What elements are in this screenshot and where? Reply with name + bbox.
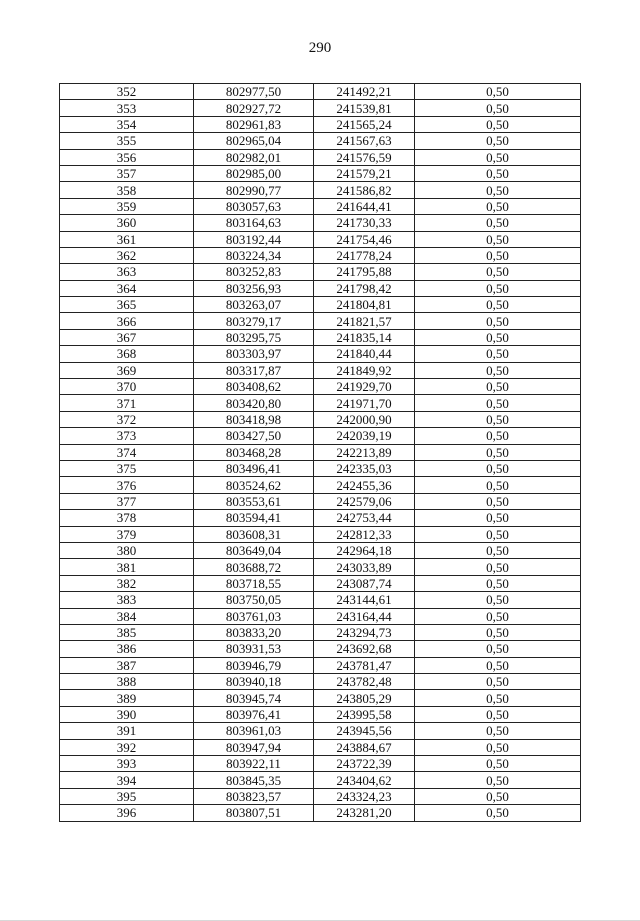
x-coordinate-cell: 803468,28	[194, 444, 314, 460]
x-coordinate-cell: 802927,72	[194, 100, 314, 116]
table-row	[60, 280, 581, 296]
table-row	[60, 493, 581, 509]
point-number-cell: 365	[60, 297, 194, 313]
y-coordinate-cell: 242455,36	[314, 477, 415, 493]
point-number-cell: 364	[60, 280, 194, 296]
x-coordinate-cell: 803295,75	[194, 329, 314, 345]
accuracy-cell: 0,50	[415, 100, 581, 116]
x-coordinate-cell: 803303,97	[194, 346, 314, 362]
y-coordinate-cell: 242753,44	[314, 510, 415, 526]
point-number-cell: 373	[60, 428, 194, 444]
table-row	[60, 182, 581, 198]
x-coordinate-cell: 802961,83	[194, 116, 314, 132]
point-number-cell: 379	[60, 526, 194, 542]
x-coordinate-cell: 802982,01	[194, 149, 314, 165]
point-number-cell: 395	[60, 788, 194, 804]
table-row	[60, 608, 581, 624]
point-number-cell: 361	[60, 231, 194, 247]
accuracy-cell: 0,50	[415, 297, 581, 313]
table-row	[60, 411, 581, 427]
table-row	[60, 379, 581, 395]
table-row	[60, 116, 581, 132]
point-number-cell: 357	[60, 165, 194, 181]
point-number-cell: 382	[60, 575, 194, 591]
y-coordinate-cell: 241539,81	[314, 100, 415, 116]
accuracy-cell: 0,50	[415, 723, 581, 739]
table-row	[60, 297, 581, 313]
table-row	[60, 756, 581, 772]
point-number-cell: 385	[60, 624, 194, 640]
accuracy-cell: 0,50	[415, 542, 581, 558]
y-coordinate-cell: 243033,89	[314, 559, 415, 575]
x-coordinate-cell: 803649,04	[194, 542, 314, 558]
accuracy-cell: 0,50	[415, 788, 581, 804]
accuracy-cell: 0,50	[415, 592, 581, 608]
x-coordinate-cell: 803408,62	[194, 379, 314, 395]
y-coordinate-cell: 241929,70	[314, 379, 415, 395]
x-coordinate-cell: 802965,04	[194, 133, 314, 149]
point-number-cell: 390	[60, 706, 194, 722]
accuracy-cell: 0,50	[415, 264, 581, 280]
point-number-cell: 362	[60, 247, 194, 263]
y-coordinate-cell: 243805,29	[314, 690, 415, 706]
x-coordinate-cell: 803922,11	[194, 756, 314, 772]
accuracy-cell: 0,50	[415, 215, 581, 231]
x-coordinate-cell: 803718,55	[194, 575, 314, 591]
table-row	[60, 723, 581, 739]
accuracy-cell: 0,50	[415, 362, 581, 378]
y-coordinate-cell: 242579,06	[314, 493, 415, 509]
accuracy-cell: 0,50	[415, 116, 581, 132]
y-coordinate-cell: 243781,47	[314, 657, 415, 673]
point-number-cell: 367	[60, 329, 194, 345]
accuracy-cell: 0,50	[415, 477, 581, 493]
accuracy-cell: 0,50	[415, 411, 581, 427]
table-row	[60, 215, 581, 231]
table-row	[60, 674, 581, 690]
x-coordinate-cell: 803252,83	[194, 264, 314, 280]
x-coordinate-cell: 803553,61	[194, 493, 314, 509]
x-coordinate-cell: 803427,50	[194, 428, 314, 444]
y-coordinate-cell: 243692,68	[314, 641, 415, 657]
y-coordinate-cell: 241804,81	[314, 297, 415, 313]
coordinates-table	[59, 83, 581, 822]
table-row	[60, 198, 581, 214]
point-number-cell: 396	[60, 805, 194, 821]
table-row	[60, 739, 581, 755]
page-number: 290	[308, 40, 332, 56]
table-row	[60, 624, 581, 640]
table-row	[60, 165, 581, 181]
accuracy-cell: 0,50	[415, 379, 581, 395]
x-coordinate-cell: 803192,44	[194, 231, 314, 247]
x-coordinate-cell: 803496,41	[194, 460, 314, 476]
table-row	[60, 264, 581, 280]
point-number-cell: 359	[60, 198, 194, 214]
y-coordinate-cell: 241567,63	[314, 133, 415, 149]
table-row	[60, 444, 581, 460]
table-row	[60, 149, 581, 165]
point-number-cell: 369	[60, 362, 194, 378]
y-coordinate-cell: 241586,82	[314, 182, 415, 198]
point-number-cell: 374	[60, 444, 194, 460]
y-coordinate-cell: 241798,42	[314, 280, 415, 296]
point-number-cell: 388	[60, 674, 194, 690]
x-coordinate-cell: 802977,50	[194, 84, 314, 100]
table-row	[60, 84, 581, 100]
accuracy-cell: 0,50	[415, 756, 581, 772]
point-number-cell: 356	[60, 149, 194, 165]
x-coordinate-cell: 803961,03	[194, 723, 314, 739]
point-number-cell: 377	[60, 493, 194, 509]
accuracy-cell: 0,50	[415, 165, 581, 181]
table-row	[60, 542, 581, 558]
y-coordinate-cell: 243087,74	[314, 575, 415, 591]
y-coordinate-cell: 241835,14	[314, 329, 415, 345]
x-coordinate-cell: 803947,94	[194, 739, 314, 755]
table-row	[60, 641, 581, 657]
x-coordinate-cell: 803263,07	[194, 297, 314, 313]
point-number-cell: 392	[60, 739, 194, 755]
x-coordinate-cell: 803807,51	[194, 805, 314, 821]
accuracy-cell: 0,50	[415, 460, 581, 476]
table-row	[60, 395, 581, 411]
x-coordinate-cell: 803845,35	[194, 772, 314, 788]
accuracy-cell: 0,50	[415, 690, 581, 706]
table-row	[60, 428, 581, 444]
point-number-cell: 386	[60, 641, 194, 657]
point-number-cell: 360	[60, 215, 194, 231]
accuracy-cell: 0,50	[415, 575, 581, 591]
y-coordinate-cell: 243294,73	[314, 624, 415, 640]
y-coordinate-cell: 241730,33	[314, 215, 415, 231]
accuracy-cell: 0,50	[415, 510, 581, 526]
table-row	[60, 805, 581, 821]
x-coordinate-cell: 803940,18	[194, 674, 314, 690]
accuracy-cell: 0,50	[415, 428, 581, 444]
point-number-cell: 371	[60, 395, 194, 411]
accuracy-cell: 0,50	[415, 247, 581, 263]
accuracy-cell: 0,50	[415, 608, 581, 624]
table-row	[60, 592, 581, 608]
table-row	[60, 247, 581, 263]
table-row	[60, 657, 581, 673]
y-coordinate-cell: 241565,24	[314, 116, 415, 132]
y-coordinate-cell: 242812,33	[314, 526, 415, 542]
point-number-cell: 353	[60, 100, 194, 116]
y-coordinate-cell: 243995,58	[314, 706, 415, 722]
x-coordinate-cell: 803057,63	[194, 198, 314, 214]
x-coordinate-cell: 803761,03	[194, 608, 314, 624]
y-coordinate-cell: 243404,62	[314, 772, 415, 788]
table-row	[60, 231, 581, 247]
point-number-cell: 372	[60, 411, 194, 427]
y-coordinate-cell: 241795,88	[314, 264, 415, 280]
accuracy-cell: 0,50	[415, 346, 581, 362]
point-number-cell: 380	[60, 542, 194, 558]
x-coordinate-cell: 803931,53	[194, 641, 314, 657]
y-coordinate-cell: 243324,23	[314, 788, 415, 804]
table-row	[60, 460, 581, 476]
y-coordinate-cell: 243884,67	[314, 739, 415, 755]
y-coordinate-cell: 241576,59	[314, 149, 415, 165]
point-number-cell: 383	[60, 592, 194, 608]
point-number-cell: 381	[60, 559, 194, 575]
x-coordinate-cell: 803688,72	[194, 559, 314, 575]
y-coordinate-cell: 242335,03	[314, 460, 415, 476]
accuracy-cell: 0,50	[415, 772, 581, 788]
table-row	[60, 575, 581, 591]
table-row	[60, 477, 581, 493]
accuracy-cell: 0,50	[415, 231, 581, 247]
table-row	[60, 313, 581, 329]
accuracy-cell: 0,50	[415, 706, 581, 722]
x-coordinate-cell: 803946,79	[194, 657, 314, 673]
table-row	[60, 329, 581, 345]
y-coordinate-cell: 243722,39	[314, 756, 415, 772]
coordinates-table-body	[60, 84, 581, 822]
y-coordinate-cell: 243281,20	[314, 805, 415, 821]
y-coordinate-cell: 241821,57	[314, 313, 415, 329]
table-row	[60, 526, 581, 542]
x-coordinate-cell: 803833,20	[194, 624, 314, 640]
y-coordinate-cell: 242000,90	[314, 411, 415, 427]
point-number-cell: 391	[60, 723, 194, 739]
point-number-cell: 358	[60, 182, 194, 198]
y-coordinate-cell: 242039,19	[314, 428, 415, 444]
x-coordinate-cell: 803976,41	[194, 706, 314, 722]
point-number-cell: 366	[60, 313, 194, 329]
x-coordinate-cell: 803317,87	[194, 362, 314, 378]
table-row	[60, 346, 581, 362]
accuracy-cell: 0,50	[415, 395, 581, 411]
point-number-cell: 352	[60, 84, 194, 100]
point-number-cell: 363	[60, 264, 194, 280]
x-coordinate-cell: 803524,62	[194, 477, 314, 493]
table-row	[60, 362, 581, 378]
accuracy-cell: 0,50	[415, 84, 581, 100]
x-coordinate-cell: 803224,34	[194, 247, 314, 263]
table-row	[60, 772, 581, 788]
x-coordinate-cell: 803420,80	[194, 395, 314, 411]
accuracy-cell: 0,50	[415, 526, 581, 542]
accuracy-cell: 0,50	[415, 182, 581, 198]
y-coordinate-cell: 242213,89	[314, 444, 415, 460]
accuracy-cell: 0,50	[415, 329, 581, 345]
y-coordinate-cell: 241849,92	[314, 362, 415, 378]
x-coordinate-cell: 803823,57	[194, 788, 314, 804]
point-number-cell: 387	[60, 657, 194, 673]
y-coordinate-cell: 241778,24	[314, 247, 415, 263]
accuracy-cell: 0,50	[415, 641, 581, 657]
x-coordinate-cell: 803945,74	[194, 690, 314, 706]
x-coordinate-cell: 803750,05	[194, 592, 314, 608]
point-number-cell: 393	[60, 756, 194, 772]
point-number-cell: 368	[60, 346, 194, 362]
accuracy-cell: 0,50	[415, 805, 581, 821]
y-coordinate-cell: 243945,56	[314, 723, 415, 739]
table-row	[60, 510, 581, 526]
accuracy-cell: 0,50	[415, 493, 581, 509]
table-row	[60, 559, 581, 575]
accuracy-cell: 0,50	[415, 559, 581, 575]
accuracy-cell: 0,50	[415, 444, 581, 460]
x-coordinate-cell: 803256,93	[194, 280, 314, 296]
point-number-cell: 389	[60, 690, 194, 706]
x-coordinate-cell: 802985,00	[194, 165, 314, 181]
table-row	[60, 133, 581, 149]
accuracy-cell: 0,50	[415, 149, 581, 165]
y-coordinate-cell: 241579,21	[314, 165, 415, 181]
table-row	[60, 788, 581, 804]
y-coordinate-cell: 242964,18	[314, 542, 415, 558]
table-row	[60, 706, 581, 722]
x-coordinate-cell: 803418,98	[194, 411, 314, 427]
point-number-cell: 370	[60, 379, 194, 395]
x-coordinate-cell: 803594,41	[194, 510, 314, 526]
point-number-cell: 378	[60, 510, 194, 526]
x-coordinate-cell: 802990,77	[194, 182, 314, 198]
y-coordinate-cell: 243144,61	[314, 592, 415, 608]
point-number-cell: 394	[60, 772, 194, 788]
y-coordinate-cell: 243782,48	[314, 674, 415, 690]
accuracy-cell: 0,50	[415, 657, 581, 673]
point-number-cell: 355	[60, 133, 194, 149]
accuracy-cell: 0,50	[415, 198, 581, 214]
y-coordinate-cell: 241754,46	[314, 231, 415, 247]
point-number-cell: 376	[60, 477, 194, 493]
accuracy-cell: 0,50	[415, 674, 581, 690]
accuracy-cell: 0,50	[415, 313, 581, 329]
y-coordinate-cell: 241840,44	[314, 346, 415, 362]
y-coordinate-cell: 241492,21	[314, 84, 415, 100]
point-number-cell: 375	[60, 460, 194, 476]
y-coordinate-cell: 241644,41	[314, 198, 415, 214]
table-row	[60, 100, 581, 116]
accuracy-cell: 0,50	[415, 624, 581, 640]
point-number-cell: 354	[60, 116, 194, 132]
x-coordinate-cell: 803164,63	[194, 215, 314, 231]
y-coordinate-cell: 241971,70	[314, 395, 415, 411]
accuracy-cell: 0,50	[415, 280, 581, 296]
accuracy-cell: 0,50	[415, 739, 581, 755]
x-coordinate-cell: 803608,31	[194, 526, 314, 542]
point-number-cell: 384	[60, 608, 194, 624]
y-coordinate-cell: 243164,44	[314, 608, 415, 624]
table-row	[60, 690, 581, 706]
accuracy-cell: 0,50	[415, 133, 581, 149]
x-coordinate-cell: 803279,17	[194, 313, 314, 329]
